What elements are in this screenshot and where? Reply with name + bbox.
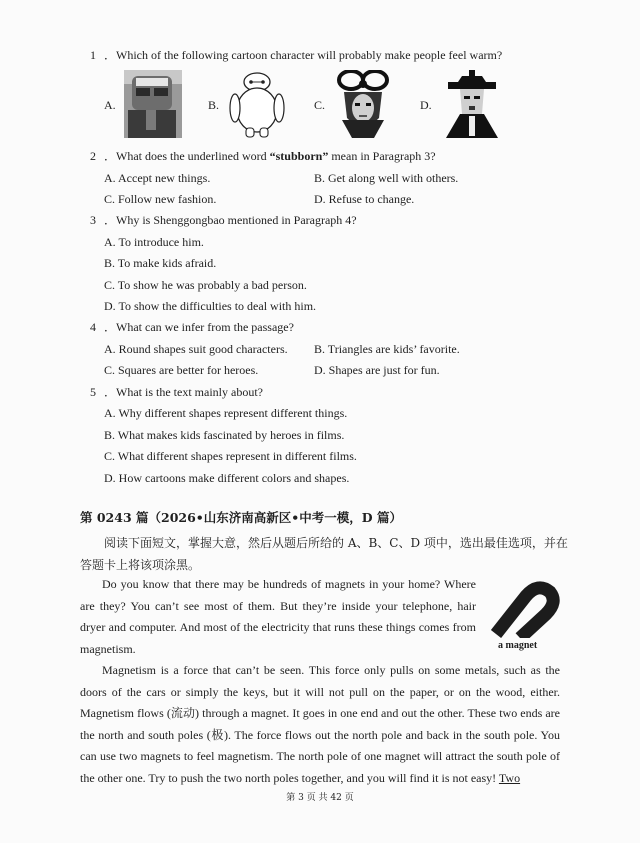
q5-option-d[interactable]: D. How cartoons make different colors and shapes. bbox=[104, 471, 350, 485]
q3-option-c[interactable]: C. To show he was probably a bad person. bbox=[104, 278, 307, 292]
question-1-image-options: A. B. C. D. bbox=[104, 70, 524, 140]
q2-option-d[interactable]: D. Refuse to change. bbox=[314, 192, 415, 206]
q4-option-d[interactable]: D. Shapes are just for fun. bbox=[314, 363, 440, 377]
dark-robed-villain-icon bbox=[440, 70, 500, 138]
q3-option-a[interactable]: A. To introduce him. bbox=[104, 235, 204, 249]
passage-paragraph-1: Do you know that there may be hundreds of magnets in your home? Where are they? You can’t see most of them. But they’re inside your telephone, hair dryer and computer. And most of the electricity that runs these things comes from magnetism. bbox=[80, 577, 476, 656]
underlined-word: Two bbox=[498, 770, 521, 785]
page-footer: 第 3 页 共 42 页 bbox=[286, 793, 354, 803]
bow-headdress-character-icon bbox=[332, 70, 392, 138]
question-4: 4 ．What can we infer from the passage? bbox=[90, 320, 294, 334]
question-3: 3 ．Why is Shenggongbao mentioned in Paragraph 4? bbox=[90, 213, 357, 227]
old-man-character-icon bbox=[122, 70, 182, 138]
section-instruction: 阅读下面短文，掌握大意，然后从题后所给的 A、B、C、D 项中，选出最佳选项，并在答题卡上将该项涂黑。 bbox=[80, 536, 568, 572]
q2-option-a[interactable]: A. Accept new things. bbox=[104, 171, 211, 185]
section-title: 第 0243 篇（2026•山东济南高新区•中考一模，D 篇） bbox=[80, 510, 402, 525]
q5-option-c[interactable]: C. What different shapes represent in different films. bbox=[104, 449, 357, 463]
q3-option-b[interactable]: B. To make kids afraid. bbox=[104, 256, 217, 270]
question-1-text: Which of the following cartoon character will probably make people feel warm? bbox=[116, 48, 503, 62]
keyword-stubborn: “stubborn” bbox=[269, 149, 329, 163]
question-2: 2 ．What does the underlined word “stubborn” mean in Paragraph 3? bbox=[90, 149, 436, 163]
baymax-character-icon bbox=[226, 70, 286, 138]
question-1: 1 ．Which of the following cartoon character will probably make people feel warm? bbox=[90, 48, 503, 62]
question-5: 5 ．What is the text mainly about? bbox=[90, 385, 263, 399]
passage-paragraph-2: Magnetism is a force that can’t be seen. This force only pulls on some metals, such as the doors of the cars or simply the keys, but it will not pull on the paper, or on the wood, either. Magnetism flows (流动) through a magnet. It goes in one end and out the other. These two ends are the north and south poles (极). The force flows out the north pole and back in the south pole. You can use two magnets to feel magnetism. The north pole of one magnet will attract the south pole of the other one. Try to push the two north poles together, and you will find it is not easy! Two bbox=[80, 663, 560, 785]
q5-option-b[interactable]: B. What makes kids fascinated by heroes in films. bbox=[104, 428, 345, 442]
magnet-caption: a magnet bbox=[498, 640, 538, 651]
q3-option-d[interactable]: D. To show the difficulties to deal with him. bbox=[104, 299, 317, 313]
q4-option-c[interactable]: C. Squares are better for heroes. bbox=[104, 363, 259, 377]
q2-option-b[interactable]: B. Get along well with others. bbox=[314, 171, 459, 185]
q5-option-a[interactable]: A. Why different shapes represent different things. bbox=[104, 406, 348, 420]
q2-option-c[interactable]: C. Follow new fashion. bbox=[104, 192, 217, 206]
q4-option-b[interactable]: B. Triangles are kids’ favorite. bbox=[314, 342, 460, 356]
q4-option-a[interactable]: A. Round shapes suit good characters. bbox=[104, 342, 288, 356]
